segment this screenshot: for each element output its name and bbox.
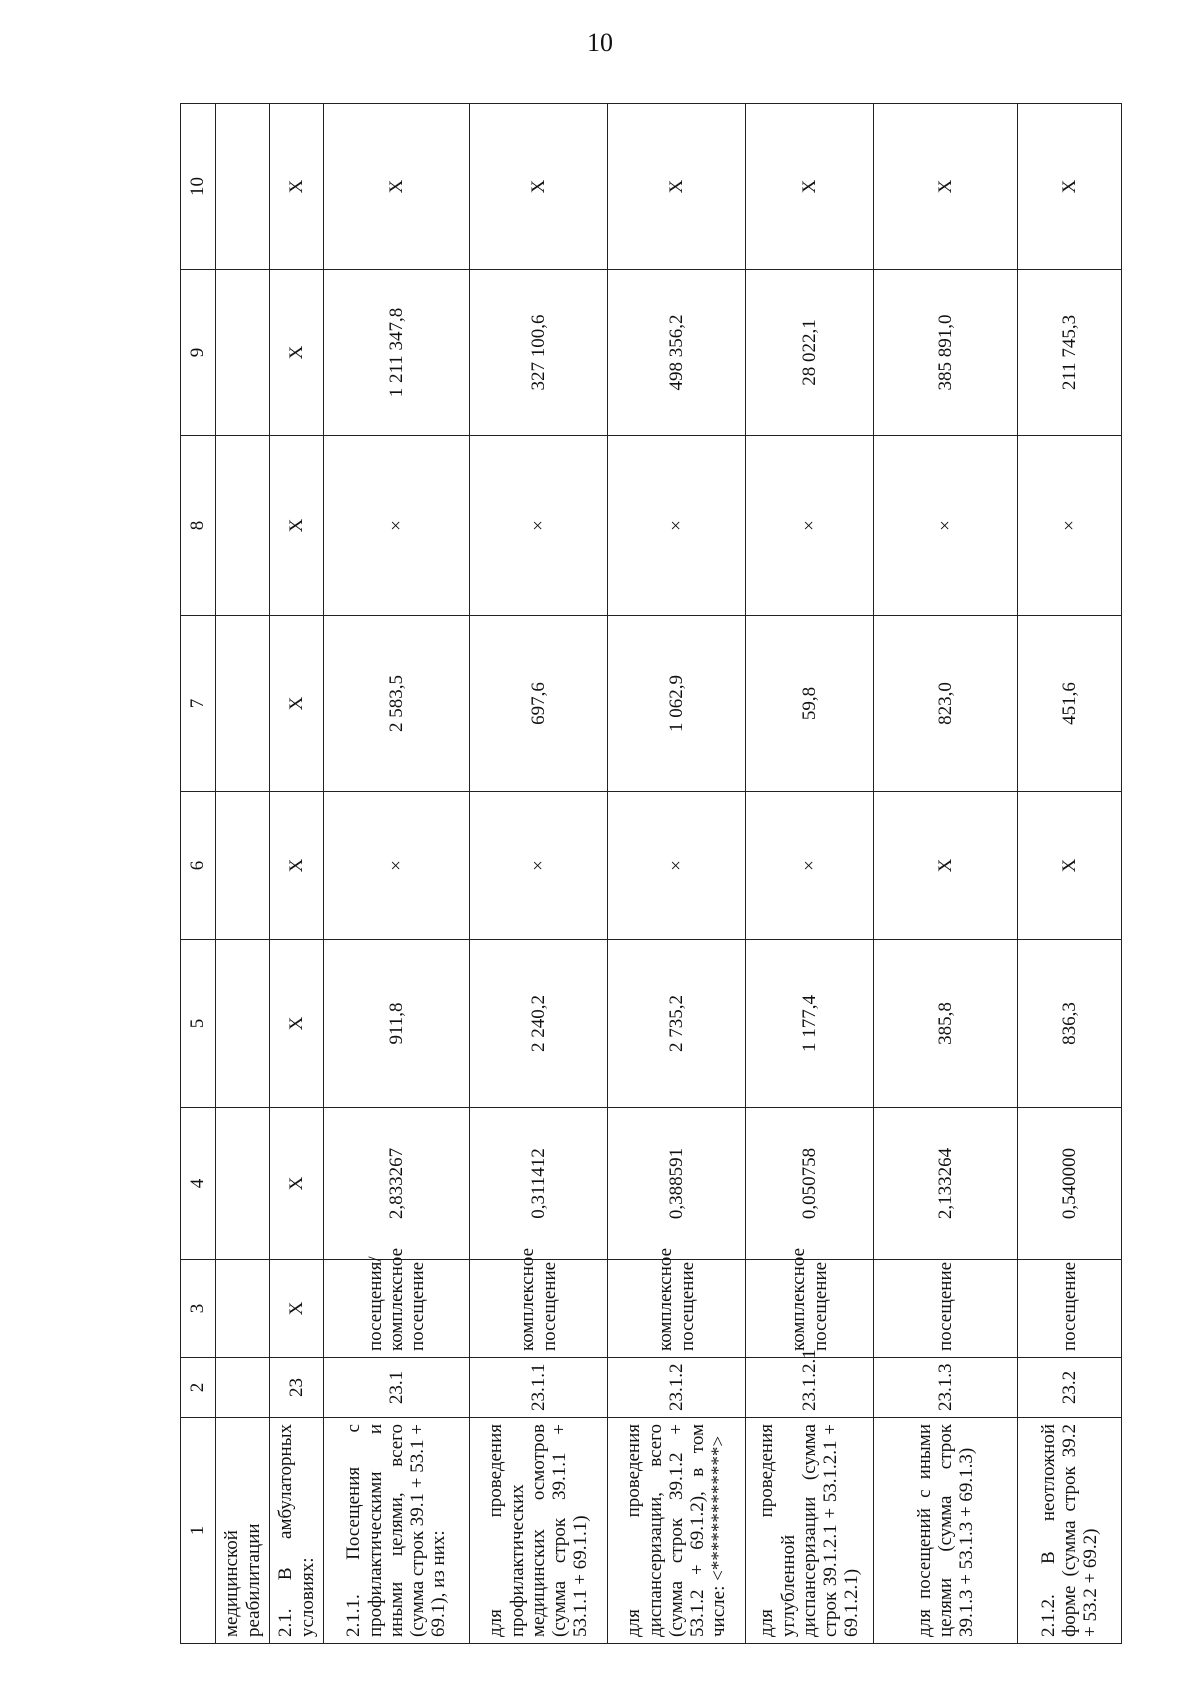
row-label: для проведения профилактических медицинских осмотров (сумма строк 39.1.1 + 53.1.1 + 69.1.1) [470, 1418, 608, 1644]
unit-cell: комплексное посещение [746, 1260, 874, 1358]
value-cell: 1 211 347,8 [324, 270, 470, 436]
value-cell: X [270, 940, 324, 1108]
value-cell: 451,6 [1018, 616, 1122, 792]
page-number: 10 [587, 28, 613, 57]
value-cell [216, 1108, 270, 1260]
value-cell: 911,8 [324, 940, 470, 1108]
value-cell: X [874, 104, 1018, 270]
rotated-table-container [180, 104, 1118, 1644]
value-cell: × [608, 436, 746, 616]
value-cell: 498 356,2 [608, 270, 746, 436]
value-cell: 823,0 [874, 616, 1018, 792]
header-cell: 1 [181, 1418, 216, 1644]
row-code: 23 [270, 1358, 324, 1418]
value-cell: X [470, 104, 608, 270]
value-cell: 2 583,5 [324, 616, 470, 792]
value-cell: × [746, 792, 874, 940]
value-cell: X [1018, 104, 1122, 270]
value-cell: 1 177,4 [746, 940, 874, 1108]
unit-cell: посещение [1018, 1260, 1122, 1358]
value-cell [216, 436, 270, 616]
header-cell: 10 [181, 104, 216, 270]
row-label: для проведения углубленной диспансеризации (сумма строк 39.1.2.1 + 53.1.2.1 + 69.1.2.1) [746, 1418, 874, 1644]
value-cell: × [470, 436, 608, 616]
value-cell: 0,388591 [608, 1108, 746, 1260]
value-cell: X [746, 104, 874, 270]
value-cell: 1 062,9 [608, 616, 746, 792]
value-cell: 385 891,0 [874, 270, 1018, 436]
value-cell: X [608, 104, 746, 270]
header-cell: 2 [181, 1358, 216, 1418]
table-row [608, 104, 746, 1644]
header-cell: 9 [181, 270, 216, 436]
value-cell: X [270, 436, 324, 616]
value-cell: × [324, 792, 470, 940]
value-cell: 28 022,1 [746, 270, 874, 436]
row-code: 23.1 [324, 1358, 470, 1418]
header-cell: 4 [181, 1108, 216, 1260]
value-cell: X [270, 792, 324, 940]
value-cell: 327 100,6 [470, 270, 608, 436]
value-cell: 0,050758 [746, 1108, 874, 1260]
value-cell: 2 735,2 [608, 940, 746, 1108]
value-cell: 697,6 [470, 616, 608, 792]
value-cell: X [324, 104, 470, 270]
table-row [470, 104, 608, 1644]
row-label: для проведения диспансеризации, всего (сумма строк 39.1.2 + 53.1.2 + 69.1.2), в том числе: <*************> [608, 1418, 746, 1644]
row-code: 23.1.2 [608, 1358, 746, 1418]
header-cell: 5 [181, 940, 216, 1108]
table-row [874, 104, 1018, 1644]
value-cell: X [270, 104, 324, 270]
unit-cell: комплексное посещение [608, 1260, 746, 1358]
header-cell: 3 [181, 1260, 216, 1358]
value-cell: X [270, 616, 324, 792]
value-cell: × [874, 436, 1018, 616]
value-cell: × [1018, 436, 1122, 616]
unit-cell: комплексное посещение [470, 1260, 608, 1358]
value-cell: × [324, 436, 470, 616]
row-label: для посещений с иными целями (сумма строк 39.1.3 + 53.1.3 + 69.1.3) [874, 1418, 1018, 1644]
value-cell [216, 616, 270, 792]
row-label: 2.1.2. В неотложной форме (сумма строк 39.2 + 53.2 + 69.2) [1018, 1418, 1122, 1644]
header-cell: 8 [181, 436, 216, 616]
value-cell: X [270, 1108, 324, 1260]
row-code: 23.1.3 [874, 1358, 1018, 1418]
table-row [270, 104, 324, 1644]
value-cell [216, 104, 270, 270]
unit-cell: посещения/ комплексное посещение [324, 1260, 470, 1358]
table-row [216, 104, 270, 1644]
value-cell: 385,8 [874, 940, 1018, 1108]
row-code: 23.1.1 [470, 1358, 608, 1418]
value-cell: × [608, 792, 746, 940]
data-table [180, 103, 1122, 1644]
value-cell: X [1018, 792, 1122, 940]
header-cell: 6 [181, 792, 216, 940]
table-row [1018, 104, 1122, 1644]
value-cell: 59,8 [746, 616, 874, 792]
value-cell: 0,311412 [470, 1108, 608, 1260]
value-cell: 2,833267 [324, 1108, 470, 1260]
row-label: 2.1. В амбулаторных условиях: [270, 1418, 324, 1644]
value-cell [216, 792, 270, 940]
row-label: медицинской реабилитации [216, 1418, 270, 1644]
row-code: 23.2 [1018, 1358, 1122, 1418]
unit-cell [216, 1260, 270, 1358]
header-cell: 7 [181, 616, 216, 792]
value-cell [216, 270, 270, 436]
value-cell: X [874, 792, 1018, 940]
table-row [746, 104, 874, 1644]
value-cell: 211 745,3 [1018, 270, 1122, 436]
value-cell: 836,3 [1018, 940, 1122, 1108]
value-cell [216, 940, 270, 1108]
unit-cell: посещение [874, 1260, 1018, 1358]
value-cell: × [470, 792, 608, 940]
row-code [216, 1358, 270, 1418]
value-cell: 0,540000 [1018, 1108, 1122, 1260]
row-label: 2.1.1. Посещения с профилактическими и иными целями, всего (сумма строк 39.1 + 53.1 + 69.1), из них: [324, 1418, 470, 1644]
value-cell: X [270, 270, 324, 436]
value-cell: 2 240,2 [470, 940, 608, 1108]
value-cell: × [746, 436, 874, 616]
row-code: 23.1.2.1 [746, 1358, 874, 1418]
unit-cell: X [270, 1260, 324, 1358]
table-row [324, 104, 470, 1644]
value-cell: 2,133264 [874, 1108, 1018, 1260]
header-row [181, 104, 216, 1644]
